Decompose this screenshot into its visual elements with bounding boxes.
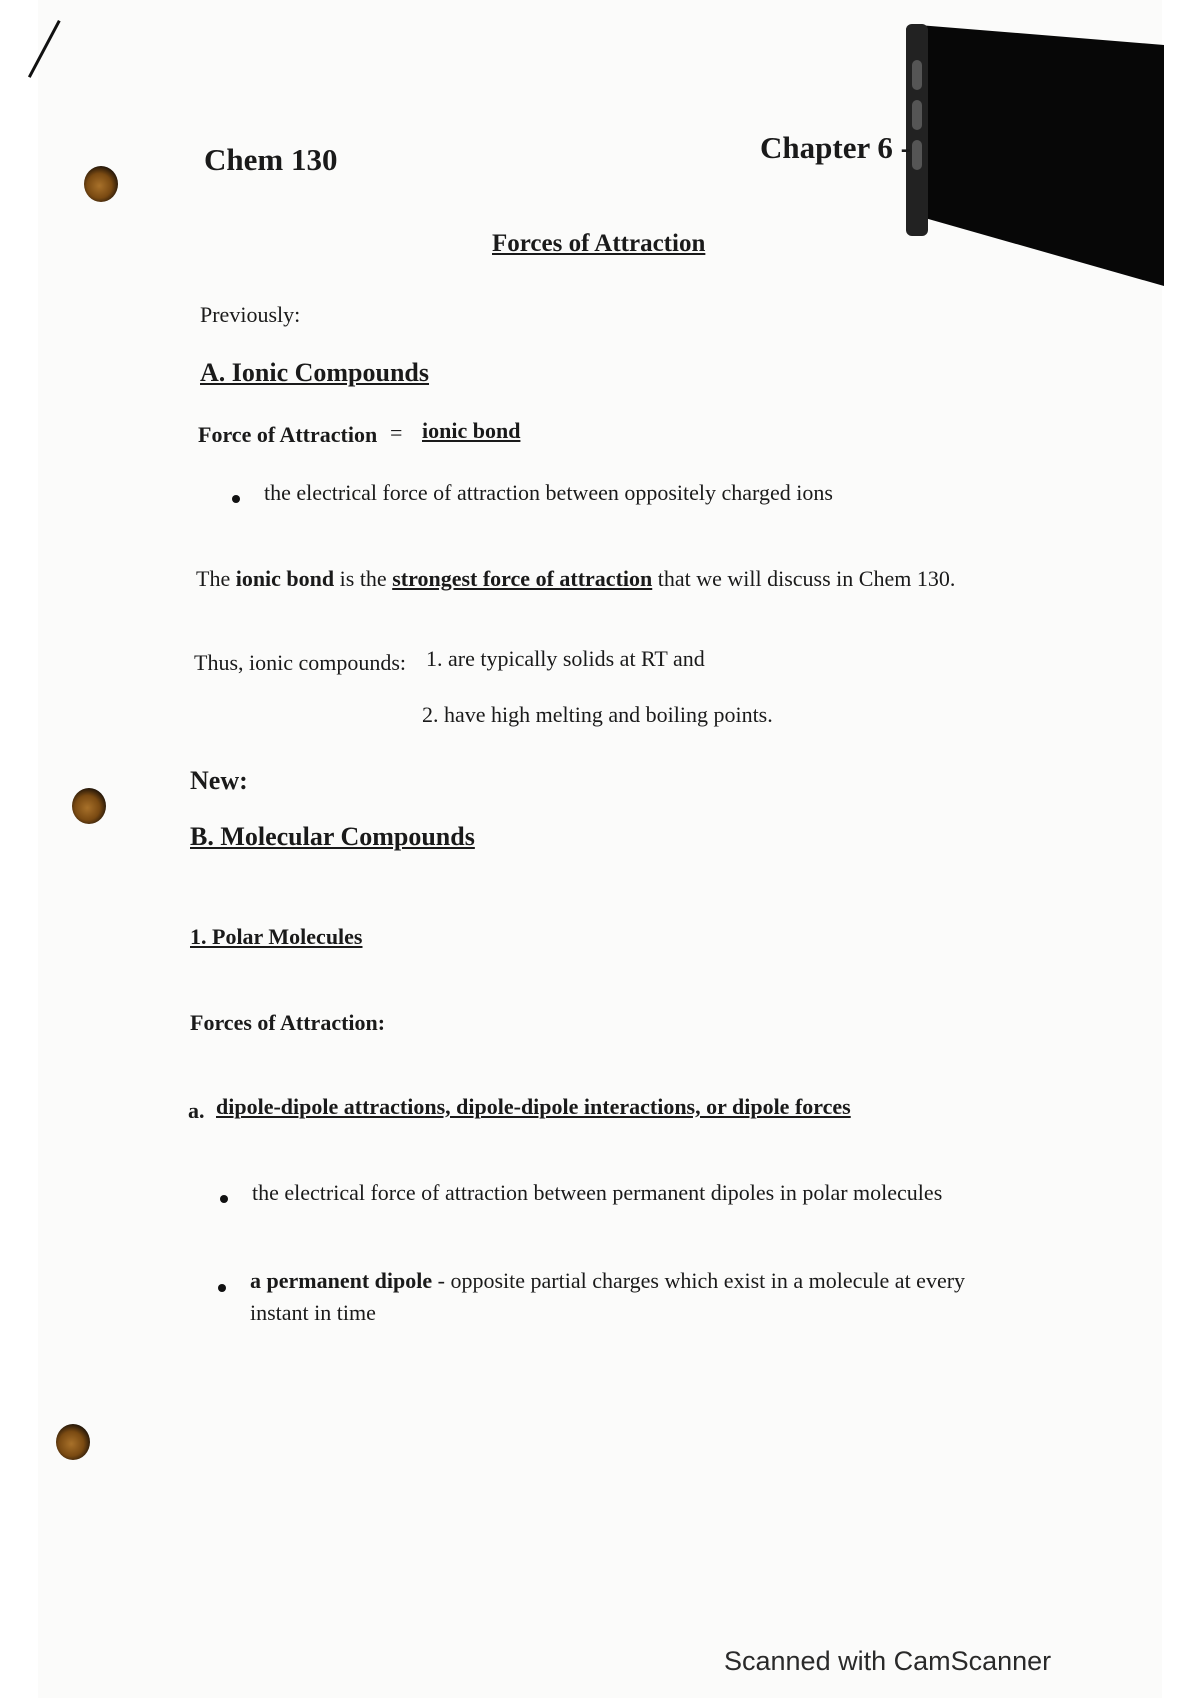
force-value: ionic bond (422, 418, 521, 443)
section-a-heading: A. Ionic Compounds (200, 358, 430, 387)
section-b-heading: B. Molecular Compounds (190, 822, 475, 851)
bullet-dot (220, 1195, 228, 1203)
equals-sign: = (390, 420, 403, 445)
page-title: Forces of Attraction (492, 230, 706, 257)
ionic-point-2: 2. have high melting and boiling points. (422, 702, 773, 727)
camscanner-watermark: Scanned with CamScanner (724, 1646, 1052, 1676)
dipole-forces-heading: dipole-dipole attractions, dipole-dipole interactions, or dipole forces (216, 1094, 851, 1119)
course-title: Chem 130 (204, 142, 338, 177)
ionic-point-1: 1. are typically solids at RT and (426, 646, 705, 671)
item-a-letter: a. (188, 1098, 205, 1123)
new-label: New: (190, 766, 248, 795)
previously-label: Previously: (200, 302, 301, 327)
binder-clip-notch (912, 100, 922, 130)
bullet-dot (218, 1284, 226, 1292)
forces-label: Forces of Attraction: (190, 1010, 386, 1035)
binder-clip-notch (912, 140, 922, 170)
bullet-dot (232, 495, 240, 503)
permanent-dipole-definition-cont: instant in time (250, 1300, 376, 1325)
ionic-bond-definition: the electrical force of attraction between oppositely charged ions (264, 480, 833, 505)
punch-hole (72, 788, 106, 824)
chapter-title: Chapter 6 - (760, 130, 911, 165)
binder-clip-notch (912, 60, 922, 90)
force-label: Force of Attraction (198, 422, 378, 447)
punch-hole (56, 1424, 90, 1460)
polar-molecules-heading: 1. Polar Molecules (190, 924, 363, 949)
dipole-definition: the electrical force of attraction between permanent dipoles in polar molecules (252, 1180, 943, 1205)
ionic-bond-statement: The ionic bond is the strongest force of attraction that we will discuss in Chem 130. (196, 566, 956, 591)
thus-label: Thus, ionic compounds: (194, 650, 407, 675)
permanent-dipole-definition: a permanent dipole - opposite partial charges which exist in a molecule at every (250, 1268, 966, 1293)
punch-hole (84, 166, 118, 202)
